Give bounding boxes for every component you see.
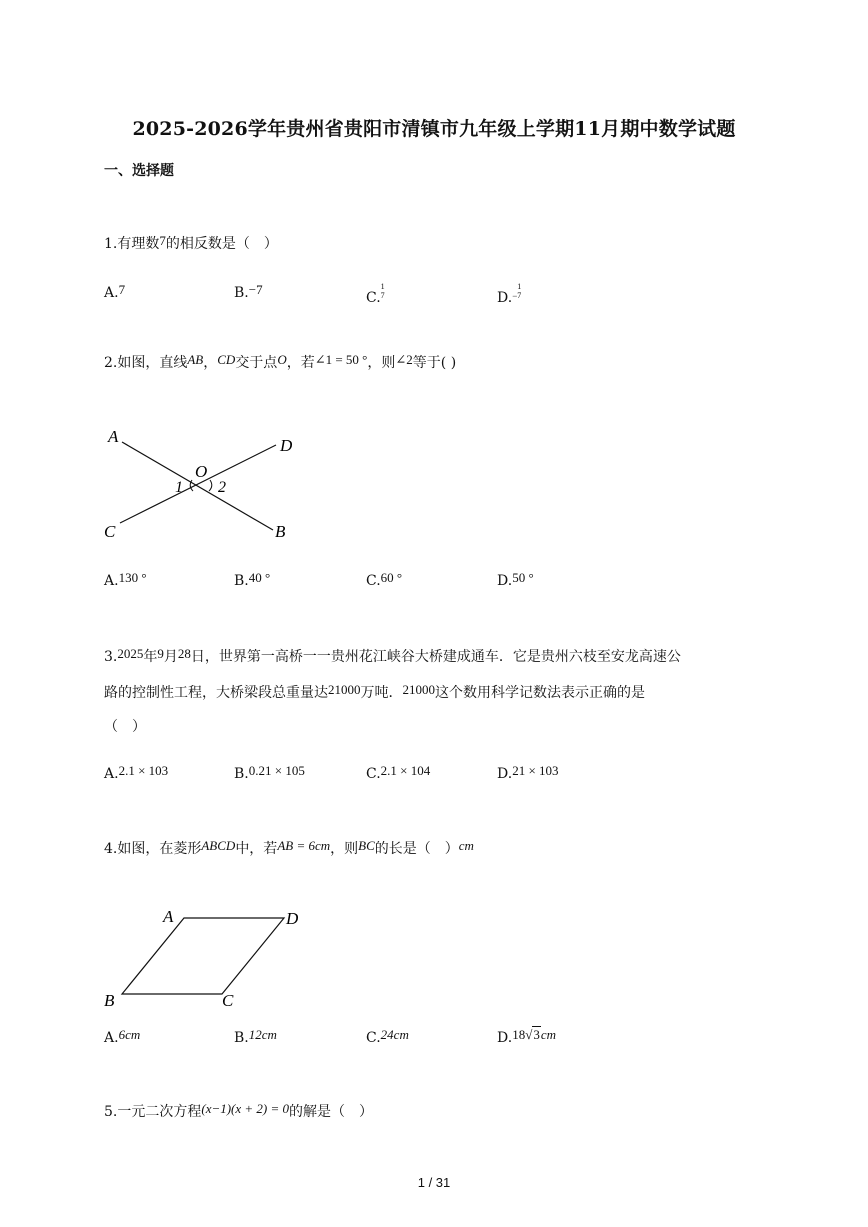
q4-text: ，则: [330, 841, 359, 857]
option-label: D.: [497, 573, 513, 589]
fraction-numerator: 1: [517, 282, 522, 291]
label-b: B: [104, 991, 115, 1010]
sqrt-symbol: √3: [525, 1027, 540, 1042]
q1-option-c[interactable]: [366, 282, 385, 306]
fraction: [381, 282, 385, 300]
q3-number: 21000: [402, 682, 435, 697]
option-exponent: 3: [161, 763, 169, 778]
option-value: 130 °: [118, 570, 147, 585]
q3-option-d[interactable]: [497, 763, 559, 782]
q4-unit: cm: [458, 838, 474, 853]
option-exponent: 3: [552, 763, 559, 778]
q3-option-a[interactable]: [104, 763, 168, 782]
label-c: C: [104, 522, 116, 541]
question-4: [104, 838, 474, 858]
label-d: D: [280, 436, 293, 455]
option-value: 7: [118, 282, 126, 297]
option-label: C.: [366, 766, 381, 782]
question-1: [104, 233, 278, 253]
radicand: 3: [533, 1027, 540, 1042]
page-number: 1 / 31: [417, 1175, 451, 1190]
q3-text: 年: [143, 649, 158, 665]
option-label: C.: [366, 1030, 381, 1046]
q5-text: 5.一元二次方程: [104, 1104, 202, 1120]
option-label: A.: [104, 285, 119, 301]
separator: ，: [203, 355, 218, 371]
q3-text: 这个数用科学记数法表示正确的是: [435, 685, 645, 701]
option-label: C.: [366, 573, 381, 589]
q4-text: 4.如图，在菱形: [104, 841, 202, 857]
q4-option-c[interactable]: [366, 1027, 409, 1046]
q3-text: 路的控制性工程，大桥梁段总重量达: [104, 685, 328, 701]
line-ab: AB: [187, 352, 204, 367]
q3-text: 万吨．: [360, 685, 403, 701]
option-value: −7: [248, 282, 263, 297]
rhombus-shape: [122, 918, 284, 994]
option-label: B.: [234, 1030, 249, 1046]
q2-text: 等于( ): [412, 355, 457, 371]
option-base: 2.1 × 10: [380, 763, 424, 778]
segment-bc: BC: [358, 838, 375, 853]
option-label: A.: [104, 1030, 119, 1046]
question-5: [104, 1101, 373, 1121]
q1-text-prefix: 1.有理数: [104, 236, 160, 252]
q4-option-b[interactable]: [234, 1027, 277, 1046]
line-ab-segment: [122, 442, 273, 530]
option-label: C.: [366, 290, 381, 306]
q3-month: 9: [157, 646, 164, 661]
fraction-denominator: 7: [380, 291, 385, 300]
line-cd: CD: [217, 352, 236, 367]
option-label: D.: [497, 290, 513, 306]
option-label: A.: [104, 766, 119, 782]
q3-text: 3.: [104, 649, 118, 665]
option-base: 2.1 × 10: [118, 763, 162, 778]
q2-option-b[interactable]: [234, 570, 270, 589]
option-label: D.: [497, 1030, 513, 1046]
q2-option-a[interactable]: [104, 570, 147, 589]
q4-figure-rhombus: [100, 902, 310, 1012]
option-value: 6cm: [118, 1027, 141, 1042]
q3-year: 2025: [117, 646, 144, 661]
rhombus-abcd: ABCD: [201, 838, 236, 853]
fraction: [517, 282, 521, 300]
fraction-numerator: 1: [380, 282, 385, 291]
option-value: 24cm: [380, 1027, 409, 1042]
label-angle-1: 1: [175, 479, 183, 496]
option-value: 40 °: [248, 570, 271, 585]
angle-2-arc: [209, 480, 212, 491]
q1-option-d[interactable]: [497, 282, 521, 306]
option-label: B.: [234, 766, 249, 782]
q2-text: ，则: [367, 355, 396, 371]
option-exponent: 4: [423, 763, 431, 778]
angle-2: ∠2: [395, 352, 413, 367]
q2-text: 交于点: [235, 355, 278, 371]
q4-text: 的长是（ ）: [374, 841, 459, 857]
q1-math: 7: [159, 233, 166, 248]
q2-figure-intersecting-lines: [100, 420, 310, 545]
q4-condition: AB = 6cm: [277, 838, 331, 853]
label-c: C: [222, 991, 234, 1010]
q4-option-d[interactable]: [497, 1027, 556, 1046]
option-exponent: 5: [298, 763, 305, 778]
label-d: D: [286, 909, 299, 928]
question-3-line-2: [104, 682, 645, 702]
line-cd-segment: [120, 445, 276, 523]
q3-text: 日，世界第一高桥一一贵州花江峡谷大桥建成通车．它是贵州六枝至安龙高速公: [190, 649, 681, 665]
option-unit: cm: [540, 1027, 556, 1042]
q3-text: 月: [163, 649, 178, 665]
q3-day: 28: [177, 646, 191, 661]
q4-option-a[interactable]: [104, 1027, 140, 1046]
question-2: [104, 352, 456, 372]
q1-option-b[interactable]: [234, 282, 263, 301]
q3-weight: 21000: [328, 682, 361, 697]
question-3-line-1: [104, 646, 681, 666]
option-value: 60 °: [380, 570, 403, 585]
q5-equation: (x−1)(x + 2) = 0: [201, 1101, 290, 1116]
q1-text-suffix: 的相反数是（ ）: [165, 236, 278, 252]
angle-1: ∠1 = 50 °: [314, 352, 368, 367]
q3-option-b[interactable]: [234, 763, 305, 782]
section-heading: 一、选择题: [104, 163, 174, 179]
label-angle-2: 2: [218, 479, 226, 496]
page-title: 2025-2026学年贵州省贵阳市清镇市九年级上学期11月期中数学试题: [132, 118, 736, 140]
q3-option-c[interactable]: [366, 763, 430, 782]
question-3-line-3: （ ）: [104, 719, 146, 735]
q1-option-a[interactable]: [104, 282, 125, 301]
q4-text: 中，若: [235, 841, 278, 857]
label-a: A: [108, 427, 119, 446]
label-o: O: [195, 462, 208, 481]
q5-text: 的解是（ ）: [289, 1104, 374, 1120]
option-label: D.: [497, 766, 513, 782]
q2-option-d[interactable]: [497, 570, 534, 589]
option-value: 50 °: [512, 570, 534, 585]
option-base: 21 × 10: [512, 763, 553, 778]
q2-text: ，若: [286, 355, 315, 371]
q2-text: 2.如图，直线: [104, 355, 188, 371]
label-a: A: [163, 907, 174, 926]
option-label: A.: [104, 573, 119, 589]
q2-option-c[interactable]: [366, 570, 402, 589]
label-b: B: [275, 522, 286, 541]
fraction-denominator: 7: [517, 291, 522, 300]
option-label: B.: [234, 285, 249, 301]
minus-sign: −: [512, 291, 518, 301]
angle-1-arc: [190, 480, 193, 491]
option-base: 0.21 × 10: [248, 763, 299, 778]
option-label: B.: [234, 573, 249, 589]
point-o: O: [277, 352, 287, 367]
option-value: 12cm: [248, 1027, 277, 1042]
option-coefficient: 18: [512, 1027, 526, 1042]
